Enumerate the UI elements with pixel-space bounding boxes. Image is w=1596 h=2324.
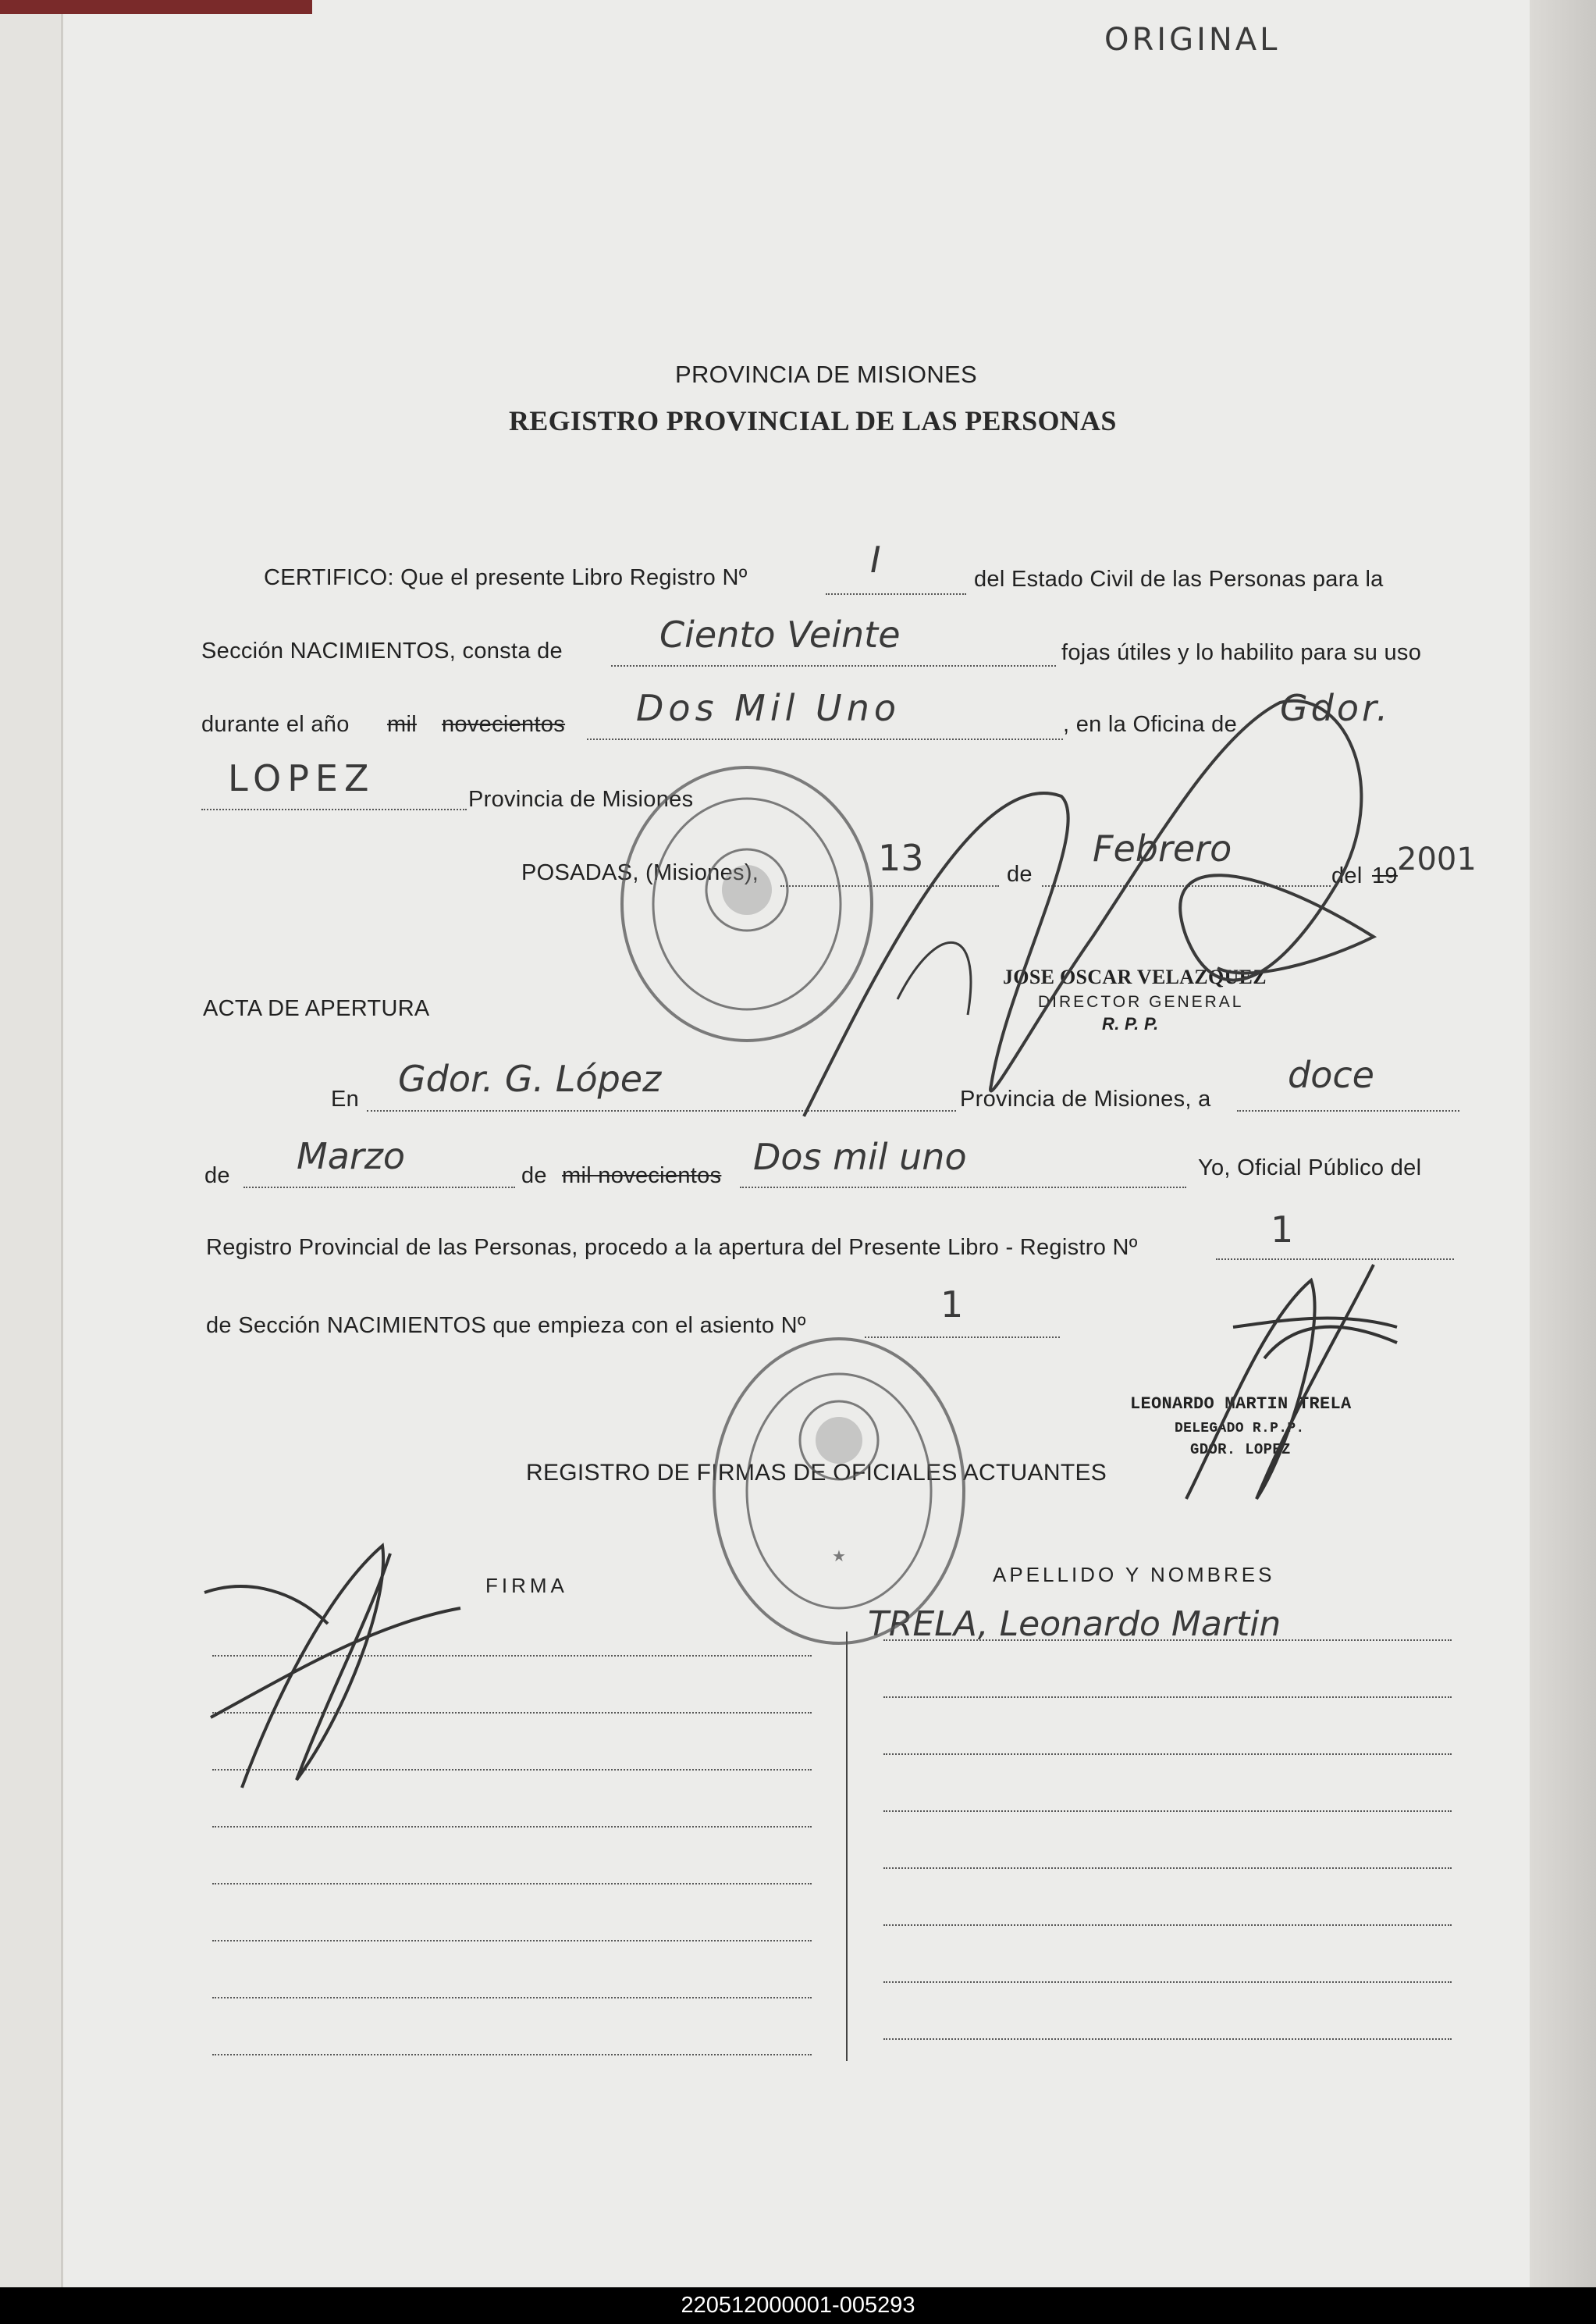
acta-title: ACTA DE APERTURA: [203, 996, 430, 1021]
director-title: DIRECTOR GENERAL: [1038, 993, 1244, 1011]
official-seal-2: [714, 1339, 964, 1643]
province-heading: PROVINCIA DE MISIONES: [675, 361, 977, 388]
director-signature: [804, 701, 1374, 1116]
delegate-title: DELEGADO R.P.P.: [1175, 1421, 1305, 1436]
director-name: JOSE OSCAR VELAZQUEZ: [1003, 966, 1267, 988]
cert-line3-a: durante el año: [201, 712, 350, 737]
struck-novecientos: novecientos: [442, 712, 566, 737]
acta-line2-a: de: [204, 1163, 230, 1188]
officer-entry-1: TRELA, Leonardo Martin: [868, 1604, 1281, 1644]
acta-year: Dos mil uno: [753, 1136, 967, 1178]
cert-line1-b: del Estado Civil de las Personas para la: [974, 567, 1384, 592]
cert-place: POSADAS, (Misiones),: [521, 860, 759, 885]
svg-text:★: ★: [832, 1548, 846, 1565]
acta-line1-b: Provincia de Misiones, a: [960, 1087, 1211, 1112]
registry-heading: REGISTRO PROVINCIAL DE LAS PERSONAS: [509, 405, 1117, 436]
office-name: Gdor.: [1280, 687, 1392, 729]
office-name-2: LOPEZ: [228, 757, 375, 799]
cert-line2-a: Sección NACIMIENTOS, consta de: [201, 639, 563, 664]
cert-de: de: [1007, 862, 1033, 887]
cert-line3-b: , en la Oficina de: [1063, 712, 1238, 737]
cert-line4-b: Provincia de Misiones: [468, 787, 694, 812]
column-firma: FIRMA: [485, 1574, 568, 1597]
official-seal-1: [622, 767, 872, 1041]
struck-mil-novecientos: mil novecientos: [562, 1163, 722, 1188]
cert-line1-a: CERTIFICO: Que el presente Libro Registro Nº: [264, 565, 748, 590]
delegate-name: LEONARDO MARTIN TRELA: [1130, 1394, 1352, 1414]
delegate-signature: [1186, 1265, 1397, 1499]
folio-count: Ciento Veinte: [659, 614, 901, 656]
acta-line2-b: Yo, Oficial Público del: [1198, 1155, 1422, 1180]
column-names: APELLIDO Y NOMBRES: [993, 1563, 1275, 1586]
struck-19: 19: [1372, 863, 1398, 888]
struck-mil: mil: [387, 712, 417, 737]
director-org: R. P. P.: [1102, 1014, 1159, 1034]
acta-place: Gdor. G. López: [398, 1058, 662, 1100]
year-words: Dos Mil Uno: [636, 687, 901, 729]
acta-line2-de: de: [521, 1163, 547, 1188]
acta-month: Marzo: [297, 1135, 406, 1177]
acta-entry-number: 1: [940, 1283, 964, 1326]
delegate-org: GDOR. LOPEZ: [1190, 1441, 1291, 1458]
officer-signature: [204, 1546, 460, 1788]
book-number: I: [870, 539, 881, 581]
acta-line4-a: de Sección NACIMIENTOS que empieza con el asiento Nº: [206, 1313, 806, 1338]
acta-book-number: 1: [1271, 1208, 1294, 1251]
corner-note: ORIGINAL: [1104, 22, 1281, 58]
acta-line3-a: Registro Provincial de las Personas, procedo a la apertura del Presente Libro - Registro Nº: [206, 1235, 1138, 1260]
image-caption: 220512000001-005293: [681, 2293, 915, 2318]
cert-day: 13: [878, 837, 924, 879]
acta-line1-a: En: [331, 1087, 360, 1112]
cert-month: Febrero: [1093, 827, 1232, 870]
cert-del: del: [1331, 863, 1363, 888]
cert-line2-b: fojas útiles y lo habilito para su uso: [1061, 640, 1422, 665]
cert-year: 2001: [1397, 842, 1477, 877]
signatures-title: REGISTRO DE FIRMAS DE OFICIALES ACTUANTES: [526, 1460, 1107, 1486]
acta-day: doce: [1288, 1054, 1374, 1096]
